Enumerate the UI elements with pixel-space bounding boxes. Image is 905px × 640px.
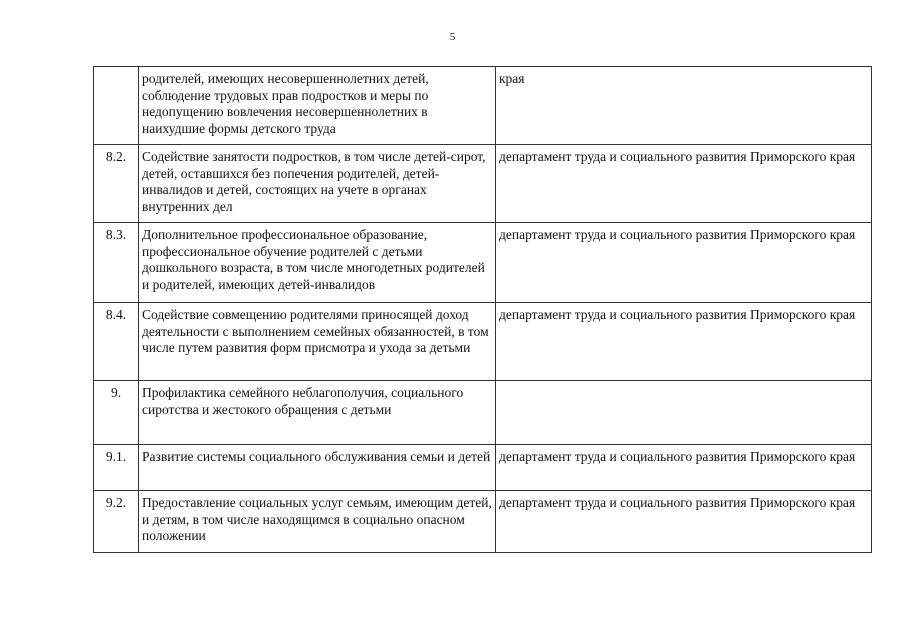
table-row <box>94 145 872 223</box>
table-row <box>94 303 872 381</box>
executor-text: департамент труда и социального развития Приморского края <box>496 445 872 491</box>
executor-text: департамент труда и социального развития Приморского края <box>496 303 872 381</box>
measure-text: Профилактика семейного неблагополучия, социального сиротства и жестокого обращения с детьми <box>139 381 496 445</box>
executor-text: департамент труда и социального развития Приморского края <box>496 223 872 303</box>
table-row <box>94 381 872 445</box>
row-number: 8.3. <box>94 223 139 303</box>
measures-table <box>93 66 872 553</box>
row-number: 9. <box>94 381 139 445</box>
row-number: 9.2. <box>94 491 139 553</box>
executor-text: департамент труда и социального развития Приморского края <box>496 145 872 223</box>
table-row <box>94 223 872 303</box>
table-row <box>94 445 872 491</box>
page-number: 5 <box>449 31 456 43</box>
row-number: 8.4. <box>94 303 139 381</box>
row-number: 9.1. <box>94 445 139 491</box>
measure-text: Содействие занятости подростков, в том числе детей-сирот, детей, оставшихся без попечения родителей, детей-инвалидов и детей, состоящих на учете в органах внутренних дел <box>139 145 496 223</box>
row-number <box>94 67 139 145</box>
row-number: 8.2. <box>94 145 139 223</box>
executor-text: департамент труда и социального развития Приморского края <box>496 491 872 553</box>
measure-text: Развитие системы социального обслуживания семьи и детей <box>139 445 496 491</box>
executor-text <box>496 381 872 445</box>
table-row <box>94 491 872 553</box>
measure-text: Содействие совмещению родителями приносящей доход деятельности с выполнением семейных обязанностей, в том числе путем развития форм присмотра и ухода за детьми <box>139 303 496 381</box>
measure-text: Предоставление социальных услуг семьям, имеющим детей, и детям, в том числе находящимся в социально опасном положении <box>139 491 496 553</box>
measure-text: Дополнительное профессиональное образование, профессиональное обучение родителей с детьми дошкольного возраста, в том числе многодетных родителей и родителей, имеющих детей-инвалидов <box>139 223 496 303</box>
table-row <box>94 67 872 145</box>
executor-text: края <box>496 67 872 145</box>
measure-text: родителей, имеющих несовершеннолетних детей, соблюдение трудовых прав подростков и меры по недопущению вовлечения несовершеннолетних в наихудшие формы детского труда <box>139 67 496 145</box>
